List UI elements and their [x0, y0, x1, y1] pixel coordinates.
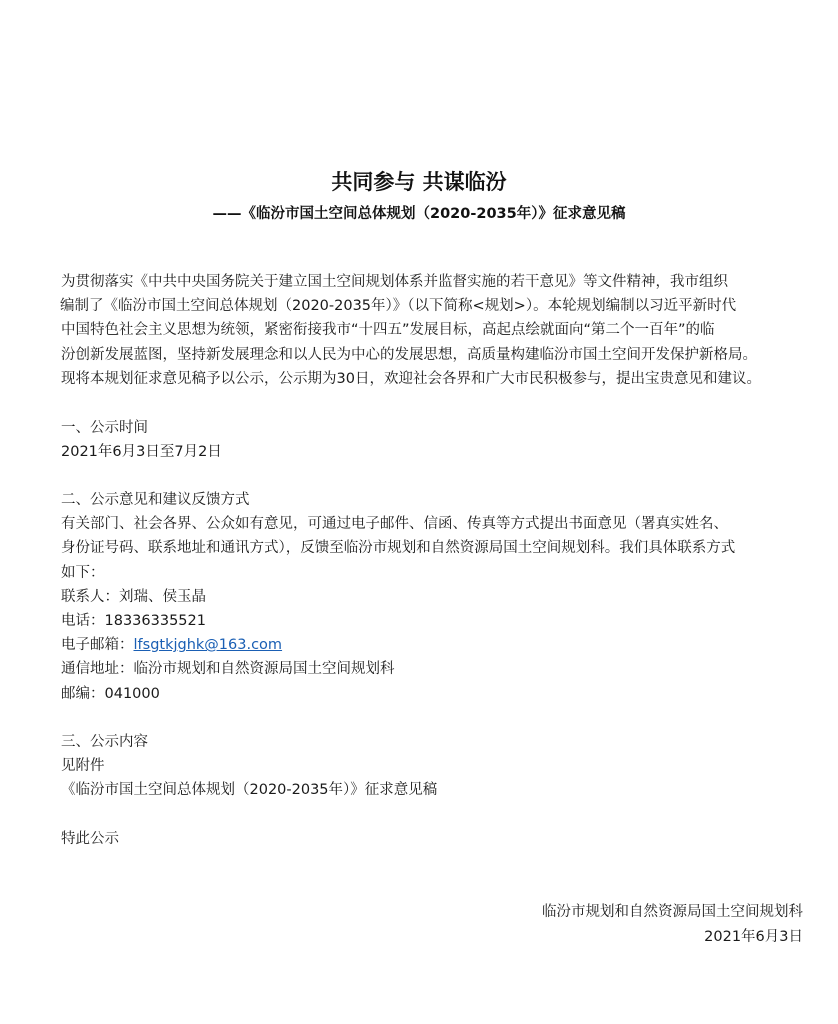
intro-line: 编制了《临汾市国土空间总体规划（2020-2035年）》（以下简称<规划>）。本轮规划编制以习近平新时代	[60, 298, 737, 315]
email-link[interactable]: lfsgtkjghk@163.com	[133, 637, 283, 654]
signature-date: 2021年6月3日	[704, 929, 803, 945]
intro-line: 为贯彻落实《中共中央国务院关于建立国土空间规划体系并监督实施的若干意见》等文件精神，我市组织	[61, 274, 728, 290]
feedback-desc-line: 有关部门、社会各界、公众如有意见，可通过电子邮件、信函、传真等方式提出书面意见（署真实姓名、	[61, 516, 728, 533]
closing-block	[61, 827, 806, 851]
publicity-period: 2021年6月3日至7月2日	[61, 444, 222, 461]
contact-person-value: 刘瑞、侯玉晶	[119, 588, 206, 605]
section-heading: 一、公示时间	[61, 420, 148, 436]
see-attachment-text: 见附件	[61, 758, 105, 775]
postcode-label: 邮编：	[61, 685, 105, 702]
phone-label: 电话：	[61, 613, 105, 630]
closing-notice: 特此公示	[61, 831, 119, 847]
section-publicity-time	[61, 416, 806, 464]
address-label: 通信地址：	[61, 661, 134, 678]
postcode-value: 041000	[104, 685, 160, 702]
postcode-row	[61, 682, 806, 706]
section-heading: 二、公示意见和建议反馈方式	[61, 492, 250, 508]
feedback-desc-line: 如下：	[61, 564, 105, 581]
section-content	[61, 730, 806, 803]
section-heading: 三、公示内容	[61, 734, 148, 750]
document-subtitle: ——《临汾市国土空间总体规划（2020-2035年）》征求意见稿	[212, 206, 626, 222]
signature-org: 临汾市规划和自然资源局国土空间规划科	[542, 904, 803, 920]
intro-line: 现将本规划征求意见稿予以公示，公示期为30日，欢迎社会各界和广大市民积极参与，提出宝贵意见和建议。	[61, 370, 761, 387]
email-row	[61, 633, 806, 657]
feedback-desc-line: 身份证号码、联系地址和通讯方式），反馈至临汾市规划和自然资源局国土空间规划科。我们具体联系方式	[61, 540, 736, 557]
intro-line: 汾创新发展蓝图，坚持新发展理念和以人民为中心的发展思想，高质量构建临汾市国土空间开发保护新格局。	[61, 346, 757, 363]
intro-line: 中国特色社会主义思想为统领，紧密衔接我市“十四五”发展目标，高起点绘就面向“第二个一百年”的临	[61, 322, 715, 339]
intro-paragraph	[61, 270, 806, 391]
email-label: 电子邮箱：	[61, 637, 134, 654]
section-feedback	[61, 488, 806, 706]
address-value: 临汾市规划和自然资源局国土空间规划科	[133, 661, 395, 678]
phone-value: 18336335521	[104, 613, 206, 630]
attachment-name: 《临汾市国土空间总体规划（2020-2035年）》征求意见稿	[61, 782, 438, 799]
address-row	[61, 657, 806, 681]
document-title: 共同参与 共谋临汾	[331, 170, 507, 194]
contact-person-row	[61, 585, 806, 609]
contact-person-label: 联系人：	[61, 588, 119, 605]
phone-row	[61, 609, 806, 633]
